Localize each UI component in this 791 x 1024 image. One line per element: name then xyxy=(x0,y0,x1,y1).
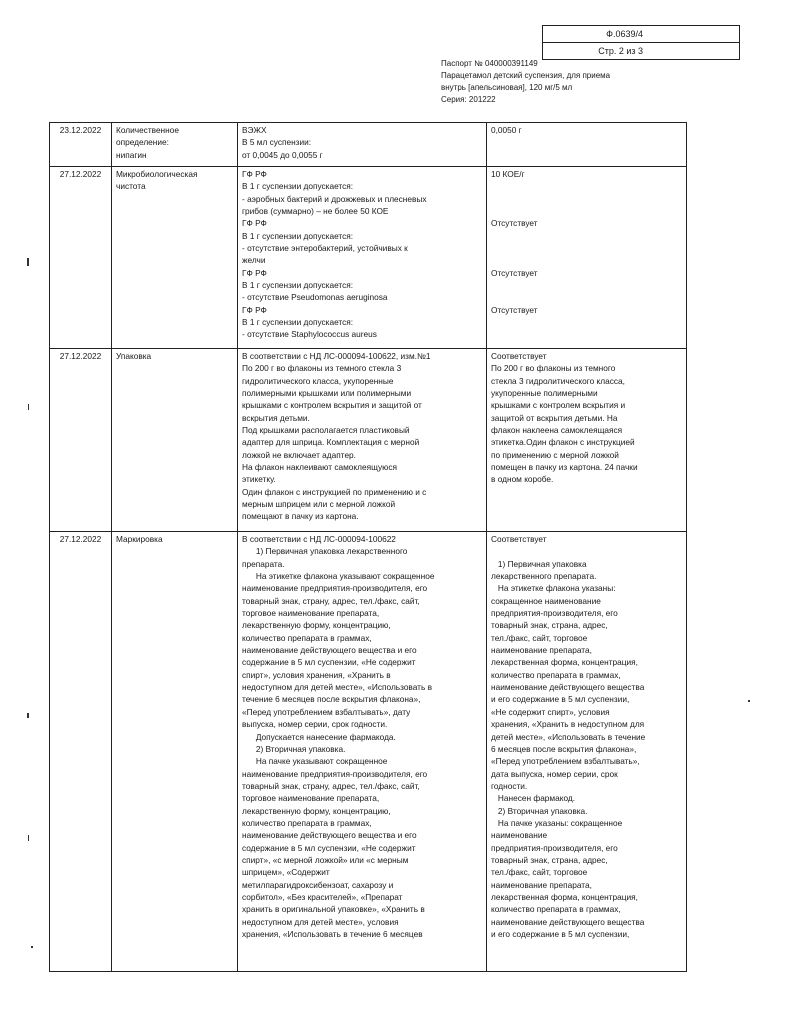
norm-line: адаптер для шприца. Комплектация с мерной xyxy=(242,437,420,448)
result-cell xyxy=(487,123,687,167)
date-cell xyxy=(50,349,112,532)
norm-line: Допускается нанесение фармакода. xyxy=(242,731,396,742)
parameter-cell xyxy=(112,532,238,972)
norm-line: В 5 мл суспензии: xyxy=(242,137,312,148)
result-line: товарный знак, страна, адрес, xyxy=(491,854,608,865)
norm-line: метилпарагидроксибензоат, сахарозу и xyxy=(242,879,394,890)
norm-line: препарата. xyxy=(242,558,285,569)
norm-line: Под крышками располагается пластиковый xyxy=(242,425,410,436)
norm-line: наименование предприятия-производителя, его xyxy=(242,768,428,779)
result-line: защитой от вскрытия детьми. На xyxy=(491,412,618,423)
result-line xyxy=(491,291,682,303)
result-line: и его содержание в 5 мл суспензии, xyxy=(491,694,630,705)
norm-line: гидролитического класса, укупоренные xyxy=(242,375,394,386)
norm-line: торговое наименование препарата, xyxy=(242,793,380,804)
result-line: крышками с контролем вскрытия и xyxy=(491,400,626,411)
result-line: тел./факс, сайт, торговое xyxy=(491,867,588,878)
date-text: 27.12.2022 xyxy=(59,534,102,544)
norm-line: количество препарата в граммах, xyxy=(242,632,372,643)
result-line xyxy=(491,254,682,266)
norm-line: ВЭЖХ xyxy=(242,125,267,135)
result-line xyxy=(491,545,682,557)
date-text: 27.12.2022 xyxy=(59,351,102,361)
result-line xyxy=(491,230,682,242)
result-line: наименование препарата, xyxy=(491,879,592,890)
norm-line: На этикетке флакона указывают сокращенное xyxy=(242,571,435,582)
result-line: тел./факс, сайт, торговое xyxy=(491,632,588,643)
norm-line: количество препарата в граммах, xyxy=(242,817,372,828)
norm-line: - отсутствие Staphylococcus aureus xyxy=(242,329,377,340)
form-code-box xyxy=(542,25,740,60)
result-line: 2) Вторичная упаковка. xyxy=(491,805,588,816)
result-cell xyxy=(487,532,687,972)
parameter-line: нипагин xyxy=(116,149,147,160)
analysis-table xyxy=(49,122,687,972)
result-line: детей месте», «Использовать в течение xyxy=(491,731,646,742)
result-line: лекарственного препарата. xyxy=(491,571,597,582)
passport-line: Парацетамол детский суспензия, для приема xyxy=(441,71,611,80)
norm-line: помещают в пачку из картона. xyxy=(242,511,359,522)
norm-line: Один флакон с инструкцией по применению и с xyxy=(242,486,427,497)
result-line: Соответствует xyxy=(491,534,547,544)
result-line xyxy=(491,279,682,291)
norm-line: грибов (суммарно) – не более 50 КОЕ xyxy=(242,206,389,217)
norm-line: ГФ РФ xyxy=(242,218,267,229)
norm-line: недоступном для детей месте», «Использовать в xyxy=(242,682,433,693)
norm-line: - аэробных бактерий и дрожжевых и плесневых xyxy=(242,193,427,204)
result-line: товарный знак, страна, адрес, xyxy=(491,620,608,631)
result-line xyxy=(491,242,682,254)
parameter-line: Микробиологическая xyxy=(116,169,198,179)
result-line: 0,0050 г xyxy=(491,125,522,135)
result-line: Отсутствует xyxy=(491,267,538,278)
norm-line: выпуска, номер серии, срок годности. xyxy=(242,719,388,730)
norm-line: ГФ РФ xyxy=(242,267,267,278)
result-line xyxy=(491,180,682,192)
scan-speck xyxy=(27,713,29,718)
norm-line: вскрытия детьми. xyxy=(242,412,310,423)
norm-line: наименование действующего вещества и его xyxy=(242,645,417,656)
result-line: «Перед употреблением взбалтывать», xyxy=(491,756,640,767)
result-line xyxy=(491,205,682,217)
result-line: Отсутствует xyxy=(491,304,538,315)
parameter-cell xyxy=(112,167,238,349)
result-line: стекла 3 гидролитического класса, xyxy=(491,375,625,386)
date-cell xyxy=(50,123,112,167)
result-line: и его содержание в 5 мл суспензии, xyxy=(491,929,630,939)
passport-line: внутрь [апельсиновая], 120 мг/5 мл xyxy=(441,83,573,92)
date-text: 23.12.2022 xyxy=(59,125,102,135)
norm-line: товарный знак, страну, адрес, тел./факс, сайт, xyxy=(242,595,420,606)
norm-line: наименование предприятия-производителя, его xyxy=(242,583,428,594)
table-row xyxy=(50,349,687,532)
result-line: наименование действующего вещества xyxy=(491,682,645,693)
result-line: предприятия-производителя, его xyxy=(491,608,618,619)
result-line: На пачке указаны: сокращенное xyxy=(491,817,623,828)
norm-line: На флакон наклеивают самоклеящуюся xyxy=(242,462,398,473)
norm-line: течение 6 месяцев после вскрытия флакона», xyxy=(242,694,421,705)
norm-line: спирт», «с мерной ложкой» или «с мерным xyxy=(242,854,409,865)
result-line: 10 КОЕ/г xyxy=(491,169,525,179)
parameter-line: определение: xyxy=(116,137,169,148)
parameter-line: Упаковка xyxy=(116,351,152,361)
page-number: Стр. 2 из 3 xyxy=(543,42,739,59)
parameter-line: Количественное xyxy=(116,125,179,135)
norm-line: мерным шприцем или с мерной ложкой xyxy=(242,499,396,510)
table-row xyxy=(50,532,687,972)
result-line: годности. xyxy=(491,780,528,791)
result-line: лекарственная форма, концентрация, xyxy=(491,657,638,668)
date-cell xyxy=(50,532,112,972)
result-line: наименование действующего вещества xyxy=(491,916,645,927)
norm-line: от 0,0045 до 0,0055 г xyxy=(242,149,323,160)
result-line: помещен в пачку из картона. 24 пачки xyxy=(491,462,638,473)
result-cell xyxy=(487,167,687,349)
norm-line: ложкой не включает адаптер. xyxy=(242,449,356,460)
result-line: 1) Первичная упаковка xyxy=(491,558,587,569)
norm-line: - отсутствие Pseudomonas aeruginosa xyxy=(242,292,388,303)
result-line: На этикетке флакона указаны: xyxy=(491,583,616,594)
norm-line: спирт», условия хранения, «Хранить в xyxy=(242,669,391,680)
norm-line: В соответствии с НД ЛС-000094-100622 xyxy=(242,534,396,544)
scan-speck xyxy=(27,258,29,266)
result-line: лекарственная форма, концентрация, xyxy=(491,891,638,902)
result-line: Соответствует xyxy=(491,351,547,361)
passport-line: Серия: 201222 xyxy=(441,95,496,104)
norm-line: ГФ РФ xyxy=(242,169,267,179)
result-line: по применению с мерной ложкой xyxy=(491,449,619,460)
scan-speck xyxy=(748,700,750,702)
norm-line: 1) Первичная упаковка лекарственного xyxy=(242,546,408,557)
result-line: количество препарата в граммах, xyxy=(491,669,621,680)
norm-line: крышками с контролем вскрытия и защитой от xyxy=(242,400,422,411)
norm-line: - отсутствие энтеробактерий, устойчивых к xyxy=(242,243,408,254)
parameter-line: Маркировка xyxy=(116,534,163,544)
result-line: укупоренные полимерными xyxy=(491,388,598,399)
norm-line: наименование действующего вещества и его xyxy=(242,830,417,841)
norm-line: ГФ РФ xyxy=(242,304,267,315)
passport-header xyxy=(441,58,641,106)
parameter-line: чистота xyxy=(116,181,146,192)
result-line: Отсутствует xyxy=(491,218,538,229)
norm-line: содержание в 5 мл суспензии, «Не содержит xyxy=(242,842,416,853)
scan-speck xyxy=(31,946,33,948)
result-line: в одном коробе. xyxy=(491,474,554,485)
norm-line: хранения, «Использовать в течение 6 месяцев xyxy=(242,929,423,939)
result-line: По 200 г во флаконы из темного xyxy=(491,363,616,374)
passport-line: Паспорт № 040000391149 xyxy=(441,59,538,68)
result-line xyxy=(491,193,682,205)
date-text: 27.12.2022 xyxy=(59,169,102,179)
norm-line: В 1 г суспензии допускается: xyxy=(242,181,354,192)
norm-line: полимерными крышками или полимерными xyxy=(242,388,412,399)
result-line: предприятия-производителя, его xyxy=(491,842,618,853)
result-line: наименование xyxy=(491,830,548,841)
scan-speck xyxy=(28,835,29,841)
result-line: «Не содержит спирт», условия xyxy=(491,706,610,717)
parameter-cell xyxy=(112,123,238,167)
table-row xyxy=(50,167,687,349)
result-line: Нанесен фармакод. xyxy=(491,793,576,804)
result-line: 6 месяцев после вскрытия флакона», xyxy=(491,743,637,754)
scan-speck xyxy=(28,404,29,410)
result-line: сокращенное наименование xyxy=(491,595,601,606)
norm-cell xyxy=(238,532,487,972)
result-line: наименование препарата, xyxy=(491,645,592,656)
norm-line: недоступном для детей месте», условия xyxy=(242,916,399,927)
table-row xyxy=(50,123,687,167)
norm-cell xyxy=(238,167,487,349)
norm-line: В 1 г суспензии допускается: xyxy=(242,280,354,291)
norm-line: сорбитол», «Без красителей», «Препарат xyxy=(242,891,403,902)
norm-line: В 1 г суспензии допускается: xyxy=(242,317,354,328)
norm-line: торговое наименование препарата, xyxy=(242,608,380,619)
result-line: этикетка.Один флакон с инструкцией xyxy=(491,437,635,448)
norm-line: шприцем», «Содержит xyxy=(242,867,330,878)
norm-line: По 200 г во флаконы из темного стекла 3 xyxy=(242,363,402,374)
parameter-cell xyxy=(112,349,238,532)
norm-cell xyxy=(238,123,487,167)
result-line: дата выпуска, номер серии, срок xyxy=(491,768,618,779)
norm-line: этикетку. xyxy=(242,474,276,485)
result-line: флакон наклеена самоклеящаяся xyxy=(491,425,623,436)
norm-line: В соответствии с НД ЛС-000094-100622, изм.№1 xyxy=(242,351,431,361)
norm-line: На пачке указывают сокращенное xyxy=(242,756,388,767)
norm-cell xyxy=(238,349,487,532)
norm-line: лекарственную форму, концентрацию, xyxy=(242,805,391,816)
form-code: Ф.0639/4 xyxy=(606,29,643,39)
norm-line: товарный знак, страну, адрес, тел./факс, сайт, xyxy=(242,780,420,791)
result-line: количество препарата в граммах, xyxy=(491,904,621,915)
norm-line: В 1 г суспензии допускается: xyxy=(242,230,354,241)
norm-line: содержание в 5 мл суспензии, «Не содержит xyxy=(242,657,416,668)
norm-line: «Перед употреблением взбалтывать», дату xyxy=(242,706,411,717)
norm-line: желчи xyxy=(242,255,266,266)
norm-line: 2) Вторичная упаковка. xyxy=(242,743,346,754)
date-cell xyxy=(50,167,112,349)
result-cell xyxy=(487,349,687,532)
norm-line: лекарственную форму, концентрацию, xyxy=(242,620,391,631)
result-line: хранения, «Хранить в недоступном для xyxy=(491,719,645,730)
norm-line: хранить в оригинальной упаковке», «Хранить в xyxy=(242,904,425,915)
